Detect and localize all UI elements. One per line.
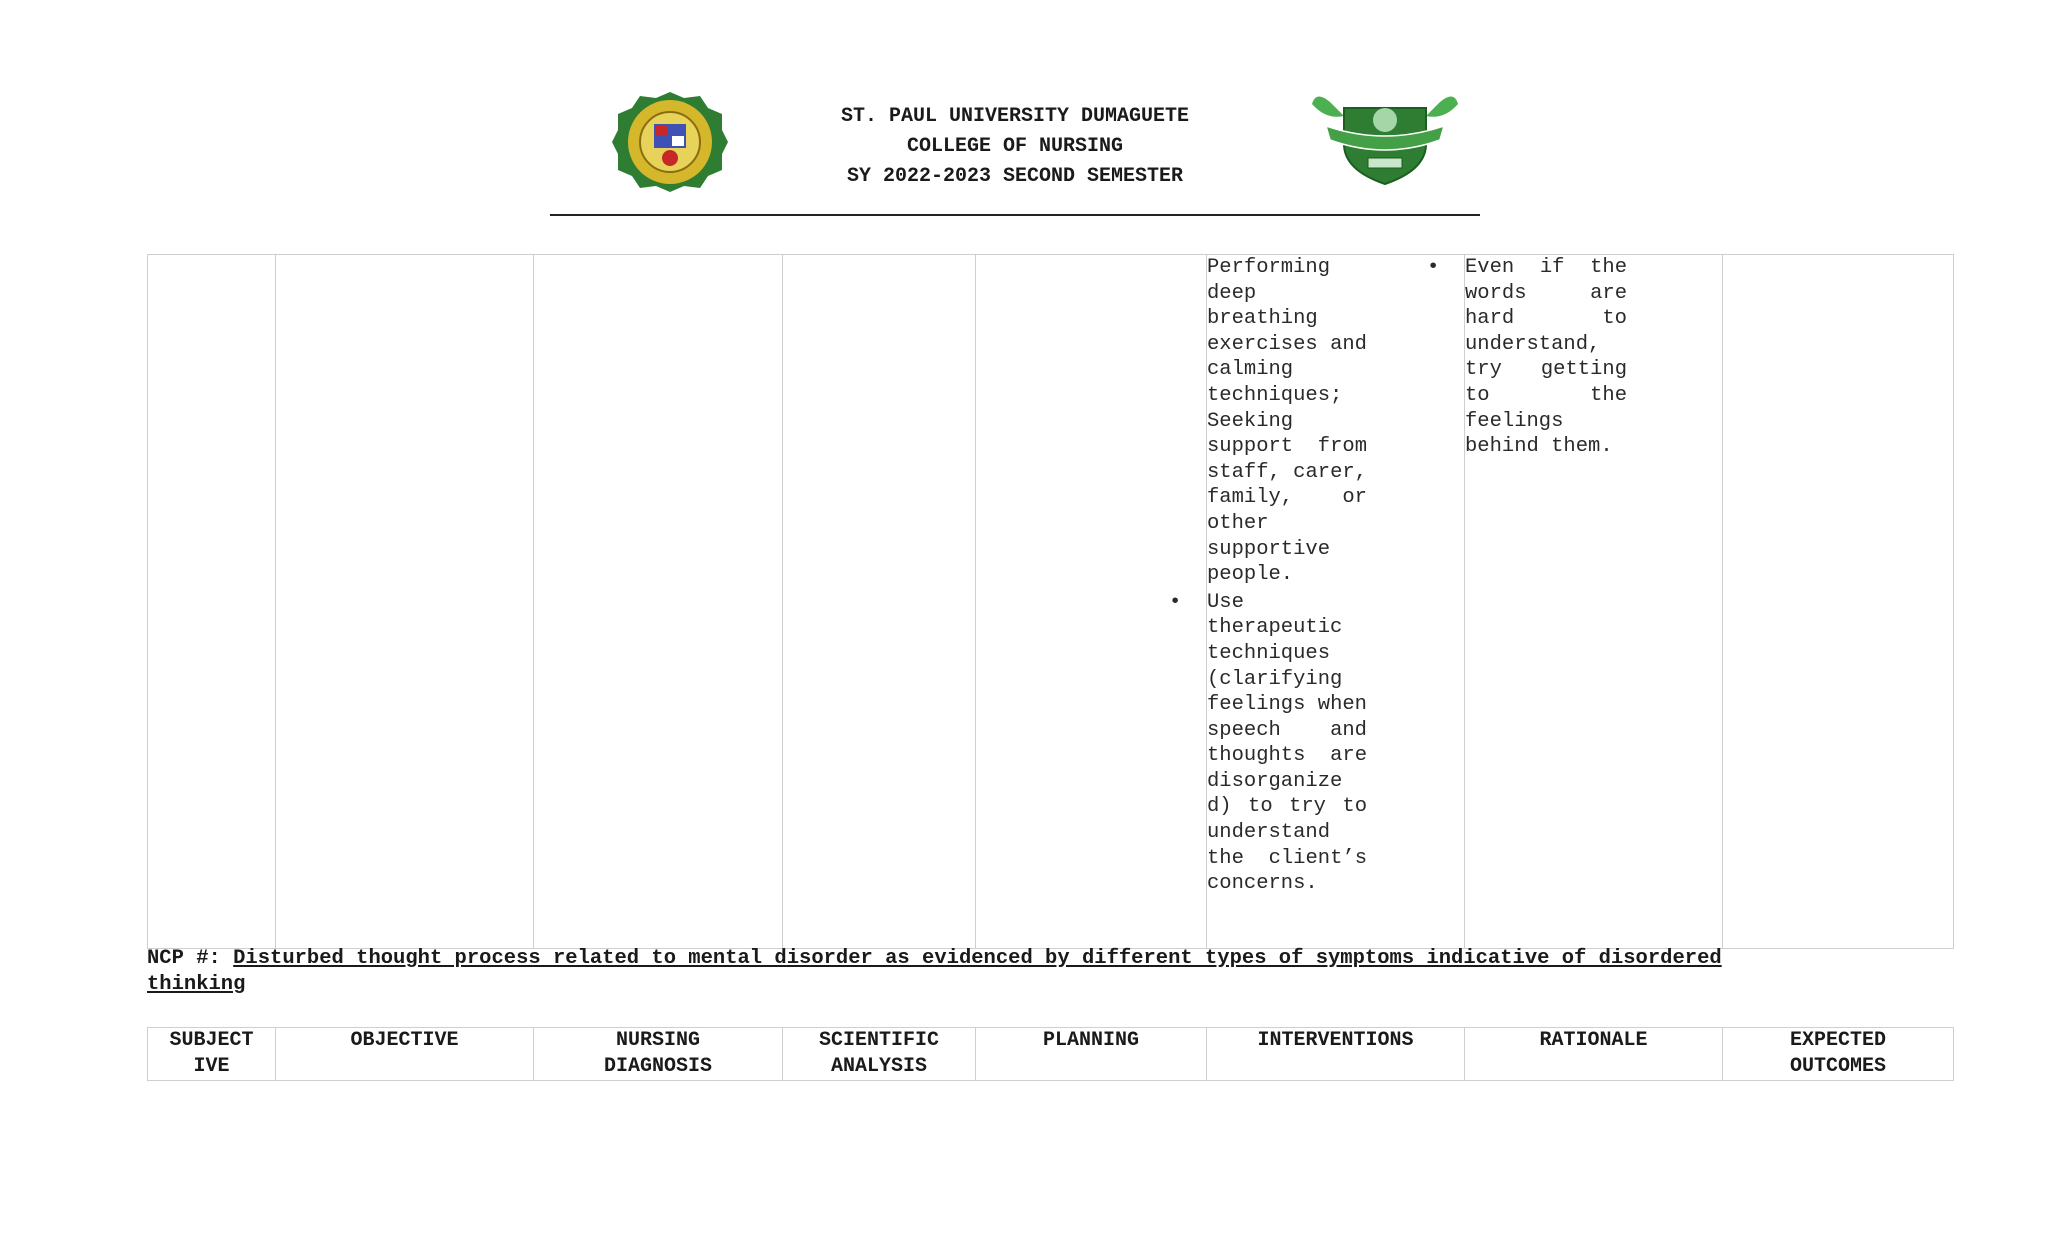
ncp-diagnosis-line2: thinking: [147, 973, 246, 996]
document-header: [550, 90, 1480, 216]
column-header-interventions: INTERVENTIONS: [1207, 1028, 1465, 1081]
ncp-diagnosis-line1: Disturbed thought process related to mental disorder as evidenced by different types of symptoms indicative of disordered: [233, 947, 1722, 970]
column-header-planning: PLANNING: [976, 1028, 1207, 1081]
list-item: Performing deep breathing exercises and calming techniques; Seeking support from staff, carer, family, or other supportive people.: [1207, 256, 1367, 587]
subjective-cell: [148, 255, 276, 949]
table-header-row: [148, 1028, 1954, 1081]
nursing-diagnosis-cell: [534, 255, 783, 949]
column-header-objective: OBJECTIVE: [276, 1028, 534, 1081]
header-divider: [550, 214, 1480, 216]
care-plan-header-table: [147, 1027, 1954, 1081]
care-plan-continuation-table: [147, 254, 1954, 949]
bullet-icon: •: [1427, 256, 1440, 279]
expected-outcomes-cell: [1723, 255, 1954, 949]
scientific-analysis-cell: [783, 255, 976, 949]
column-header-nursing-diagnosis: NURSING DIAGNOSIS: [534, 1028, 783, 1081]
column-header-subjective: SUBJECT IVE: [148, 1028, 276, 1081]
ncp-title: [147, 946, 1953, 998]
nursing-shield-logo: [1310, 90, 1460, 186]
interventions-cell: [1169, 255, 1465, 949]
column-header-rationale: RATIONALE: [1465, 1028, 1723, 1081]
column-header-expected-outcomes: EXPECTED OUTCOMES: [1723, 1028, 1954, 1081]
school-year: SY 2022-2023 SECOND SEMESTER: [846, 165, 1184, 188]
ncp-label: NCP #:: [147, 947, 234, 970]
rationale-cell: [1427, 255, 1723, 949]
rationale-list: [1427, 255, 1627, 460]
interventions-list: [1169, 255, 1367, 897]
list-item: • Even if the words are hard to understand, try getting to the feelings behind them.: [1427, 256, 1627, 459]
objective-cell: [276, 255, 534, 949]
list-item: • Use therapeutic techniques (clarifying feelings when speech and thoughts are disorganize d) to try to understand the client’s concerns.: [1169, 590, 1367, 896]
column-header-scientific-analysis: SCIENTIFIC ANALYSIS: [783, 1028, 976, 1081]
college-name: COLLEGE OF NURSING: [906, 135, 1124, 158]
university-name: ST. PAUL UNIVERSITY DUMAGUETE: [840, 105, 1190, 128]
table-row: [148, 255, 1954, 949]
bullet-icon: •: [1169, 590, 1182, 614]
